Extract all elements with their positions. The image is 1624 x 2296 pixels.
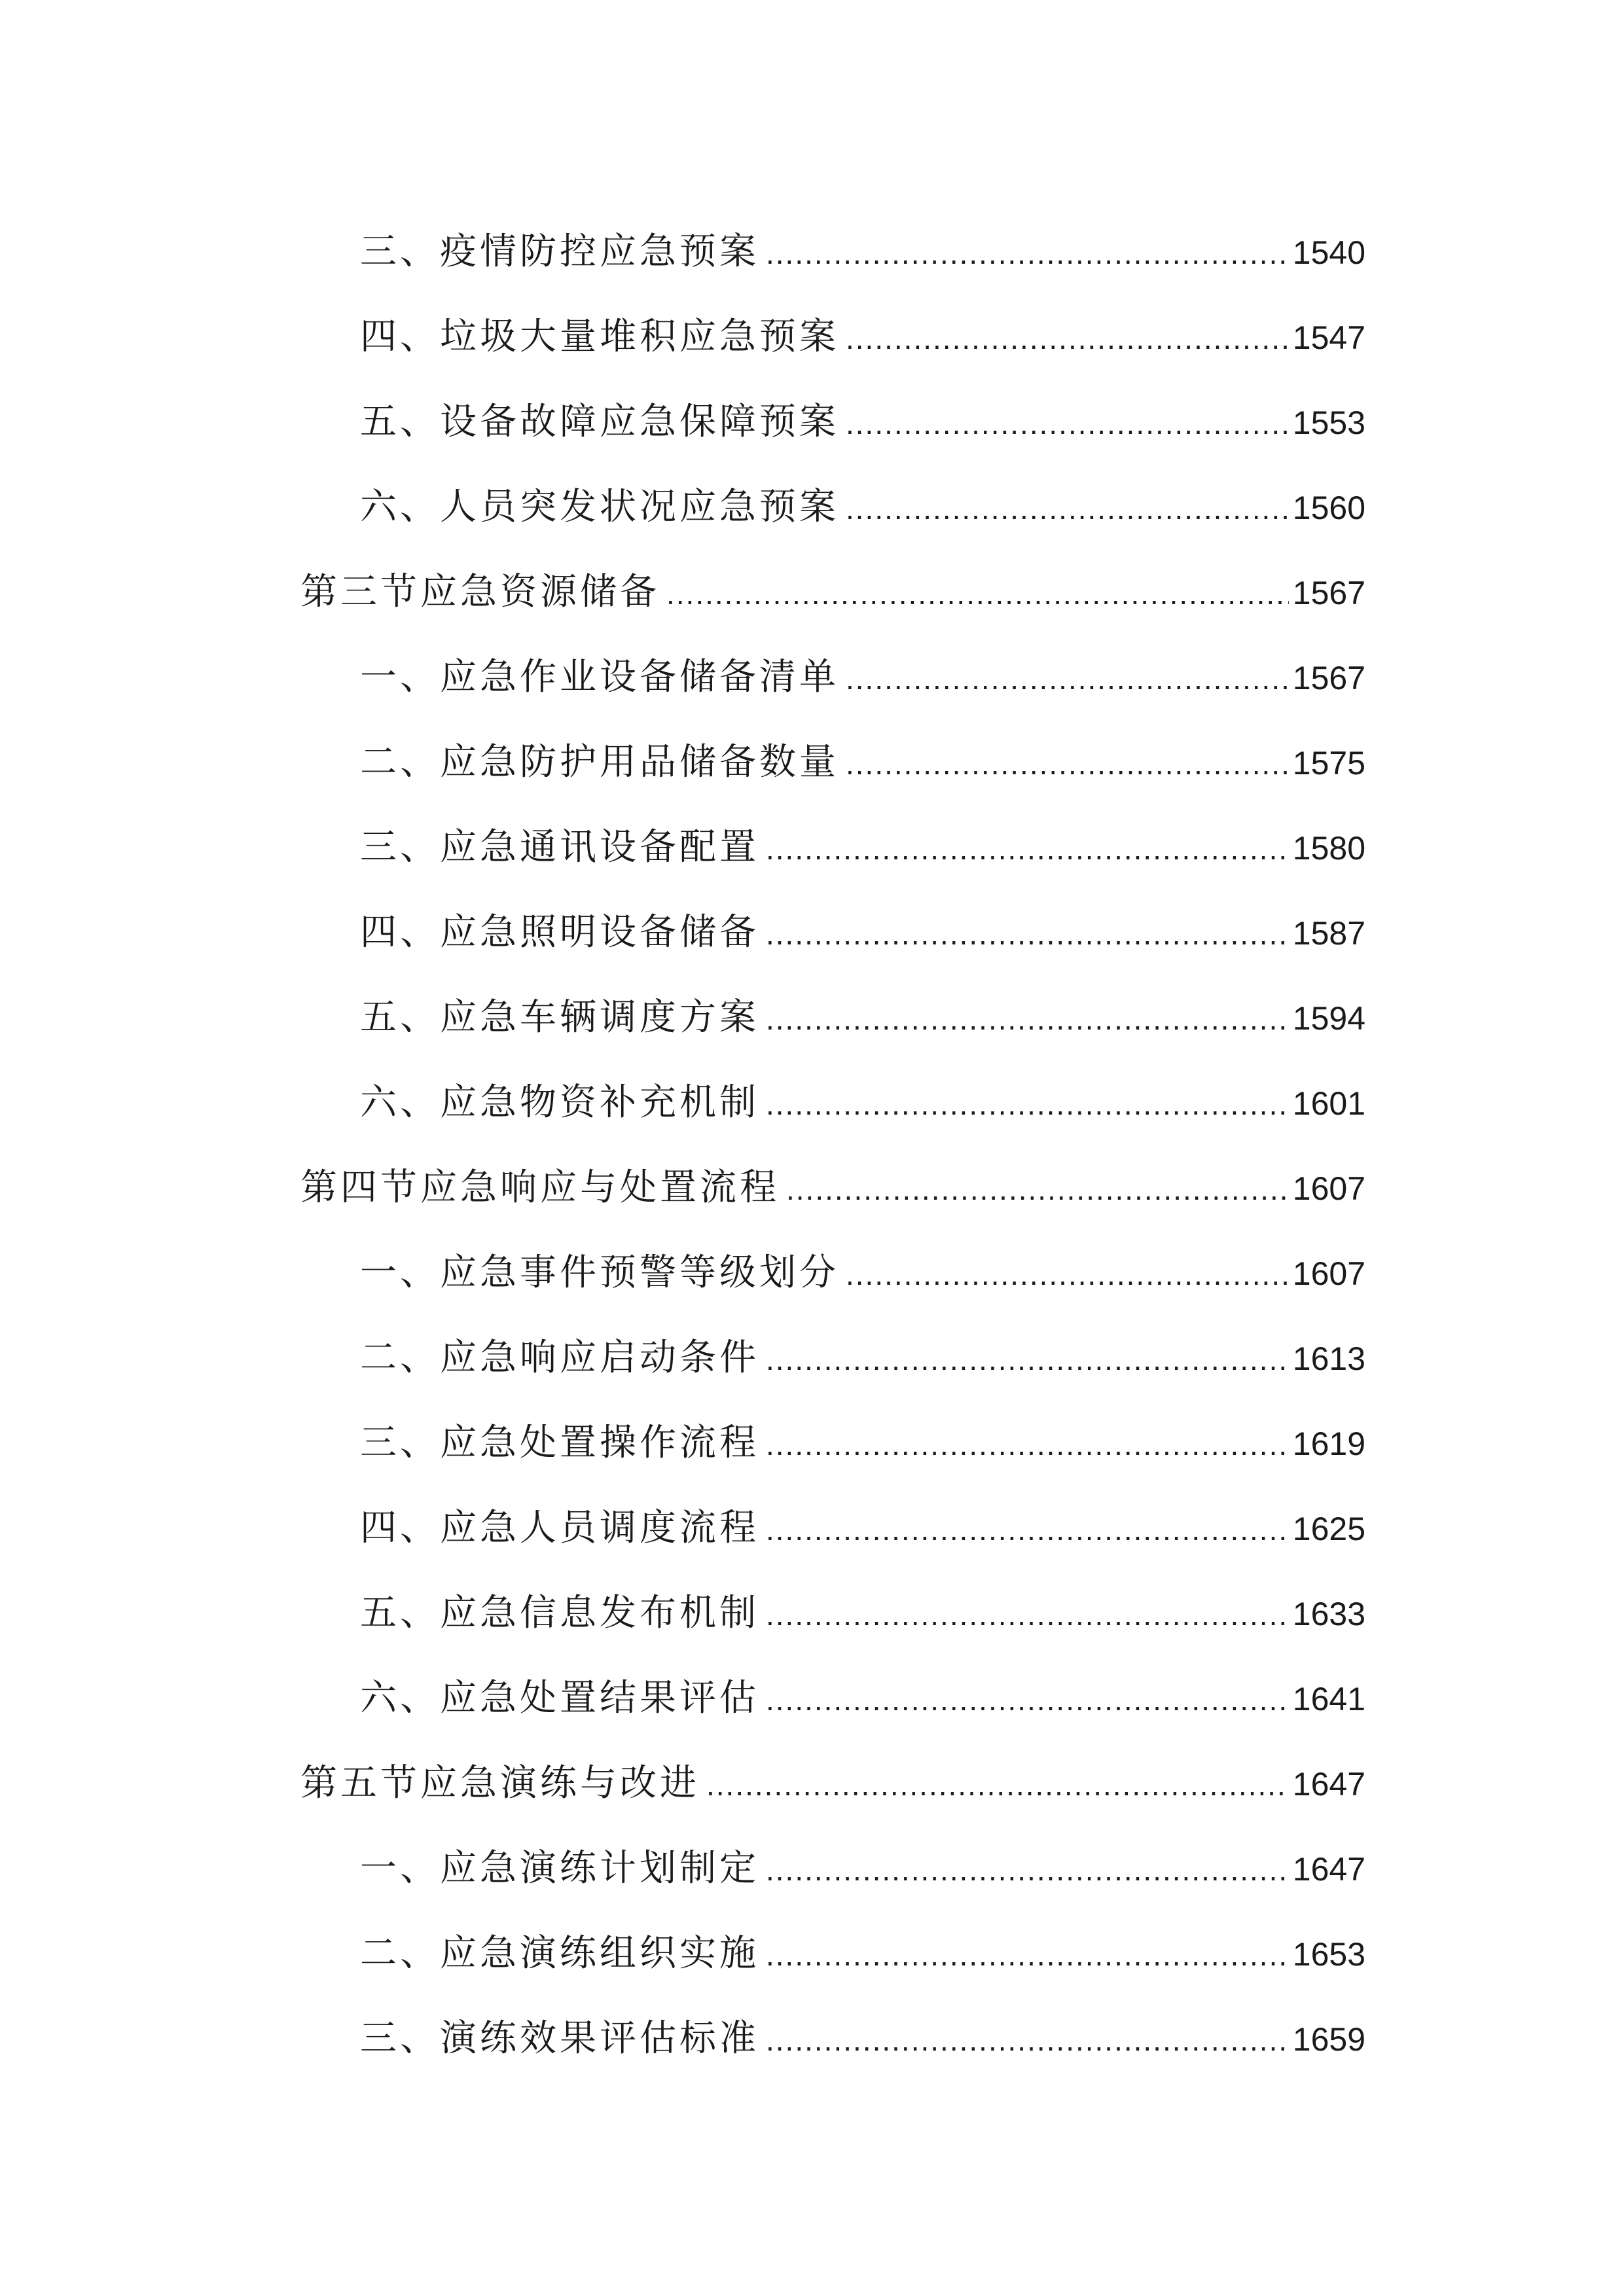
toc-section-entry[interactable] [300, 1741, 1365, 1826]
dot-leader [766, 1827, 1289, 1912]
toc-entry-title: 六、应急处置结果评估 [360, 1677, 759, 1719]
dot-leader [766, 891, 1289, 977]
toc-entry-title: 三、演练效果评估标准 [360, 2017, 759, 2060]
toc-entry[interactable] [300, 720, 1365, 805]
dot-leader [766, 977, 1289, 1062]
dot-leader [766, 1657, 1289, 1742]
toc-entry[interactable] [300, 209, 1365, 295]
dot-leader [766, 1317, 1289, 1402]
toc-entry[interactable] [300, 635, 1365, 720]
dot-leader [766, 1998, 1289, 2083]
toc-entry[interactable] [300, 1911, 1365, 1996]
toc-entry[interactable] [300, 1826, 1365, 1911]
dot-leader [846, 721, 1289, 806]
toc-entry-title: 六、人员突发状况应急预案 [360, 486, 839, 528]
toc-entry-title: 一、应急演练计划制定 [360, 1847, 759, 1890]
toc-entry-page: 1580 [1292, 830, 1365, 867]
toc-entry[interactable] [300, 1486, 1365, 1571]
toc-entry[interactable] [300, 1571, 1365, 1656]
toc-entry-page: 1587 [1292, 915, 1365, 952]
toc-entry-title: 第五节应急演练与改进 [300, 1762, 700, 1804]
toc-entry-page: 1547 [1292, 319, 1365, 356]
toc-entry-title: 六、应急物资补充机制 [360, 1081, 759, 1124]
toc-entry-title: 一、应急事件预警等级划分 [360, 1251, 839, 1294]
toc-entry[interactable] [300, 1230, 1365, 1316]
dot-leader [766, 806, 1289, 891]
dot-leader [846, 1232, 1289, 1317]
toc-entry-title: 四、垃圾大量堆积应急预案 [360, 315, 839, 358]
toc-entry-page: 1607 [1292, 1170, 1365, 1207]
dot-leader [706, 1742, 1289, 1827]
toc-entry-page: 1567 [1292, 575, 1365, 611]
toc-entry-title: 三、疫情防控应急预案 [360, 230, 759, 273]
toc-entry-page: 1633 [1292, 1596, 1365, 1632]
toc-entry[interactable] [300, 1996, 1365, 2081]
toc-entry-page: 1641 [1292, 1681, 1365, 1717]
dot-leader [766, 1402, 1289, 1487]
toc-entry-page: 1613 [1292, 1340, 1365, 1377]
toc-entry-page: 1560 [1292, 490, 1365, 526]
toc-entry-title: 五、应急信息发布机制 [360, 1592, 759, 1634]
toc-entry[interactable] [300, 465, 1365, 550]
toc-section-entry[interactable] [300, 550, 1365, 635]
toc-entry-page: 1567 [1292, 660, 1365, 696]
toc-entry-title: 四、应急人员调度流程 [360, 1507, 759, 1549]
toc-entry-page: 1553 [1292, 404, 1365, 441]
toc-entry[interactable] [300, 890, 1365, 975]
toc-entry-page: 1619 [1292, 1426, 1365, 1462]
toc-entry-title: 二、应急防护用品储备数量 [360, 741, 839, 783]
toc-entry-title: 第三节应急资源储备 [300, 571, 660, 613]
toc-entry-title: 五、设备故障应急保障预案 [360, 401, 839, 443]
toc-entry-page: 1647 [1292, 1851, 1365, 1888]
dot-leader [666, 551, 1289, 636]
dot-leader [846, 381, 1289, 466]
toc-entry[interactable] [300, 1316, 1365, 1401]
toc-entry[interactable] [300, 1060, 1365, 1145]
toc-entry-title: 五、应急车辆调度方案 [360, 996, 759, 1039]
toc-entry-page: 1601 [1292, 1085, 1365, 1122]
toc-entry[interactable] [300, 805, 1365, 890]
toc-entry-title: 一、应急作业设备储备清单 [360, 656, 839, 698]
toc-entry-page: 1607 [1292, 1255, 1365, 1292]
dot-leader [766, 1062, 1289, 1147]
dot-leader [766, 1572, 1289, 1657]
toc-entry[interactable] [300, 295, 1365, 380]
toc-entry-title: 第四节应急响应与处置流程 [300, 1166, 780, 1209]
toc-entry-title: 四、应急照明设备储备 [360, 911, 759, 954]
toc-entry-page: 1625 [1292, 1511, 1365, 1547]
dot-leader [846, 466, 1289, 551]
toc-entry[interactable] [300, 1401, 1365, 1486]
dot-leader [766, 1487, 1289, 1572]
dot-leader [766, 211, 1289, 296]
toc-entry-page: 1594 [1292, 1000, 1365, 1037]
toc-entry-title: 三、应急通讯设备配置 [360, 826, 759, 869]
toc-entry-title: 三、应急处置操作流程 [360, 1422, 759, 1464]
toc-entry[interactable] [300, 975, 1365, 1060]
toc-entry-page: 1659 [1292, 2021, 1365, 2058]
toc-entry-page: 1540 [1292, 234, 1365, 271]
toc-entry-title: 二、应急响应启动条件 [360, 1336, 759, 1379]
dot-leader [786, 1147, 1289, 1232]
dot-leader [846, 636, 1289, 721]
toc-section-entry[interactable] [300, 1145, 1365, 1230]
toc-entry-page: 1575 [1292, 745, 1365, 781]
table-of-contents [300, 209, 1365, 2081]
toc-entry-title: 二、应急演练组织实施 [360, 1932, 759, 1975]
toc-entry-page: 1653 [1292, 1936, 1365, 1973]
toc-entry[interactable] [300, 1656, 1365, 1741]
dot-leader [766, 1912, 1289, 1998]
toc-entry-page: 1647 [1292, 1766, 1365, 1803]
dot-leader [846, 296, 1289, 381]
toc-entry[interactable] [300, 380, 1365, 465]
